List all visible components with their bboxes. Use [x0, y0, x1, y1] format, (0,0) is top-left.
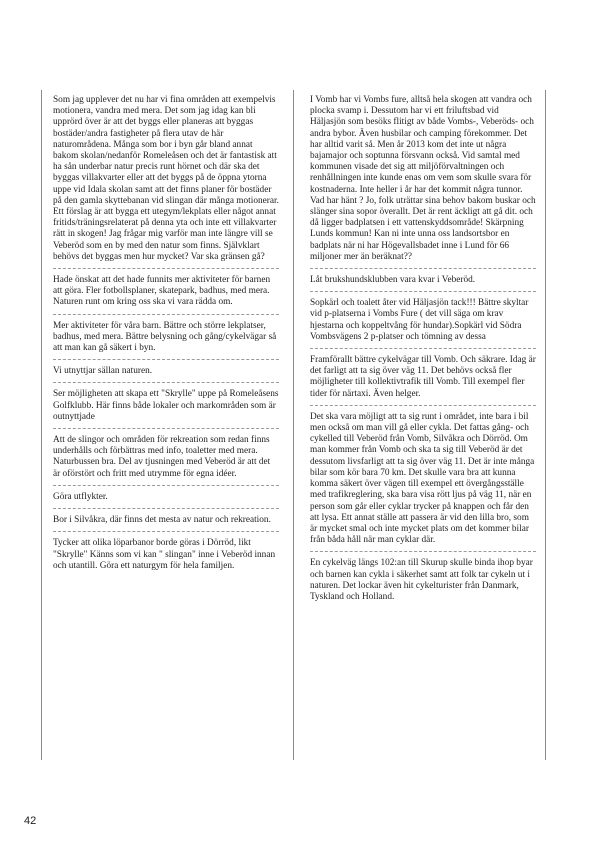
left-border-line — [41, 90, 42, 760]
left-column — [53, 95, 279, 583]
comment-entry: En cykelväg längs 102:an till Skurup skulle binda ihop byar och barnen kan cykla i säkerhet samt att folk tar cykeln ut i naturen. Det lockar även hit cykelturister från Danmark, Tyskland och Holland. — [310, 558, 533, 602]
comment-entry: Att de slingor och områden för rekreation som redan finns underhålls och förbättras med info, toaletter med mera. Naturbussen bra. Del av tjusningen med Veberöd är att det är oförstört och fritt med utrymme för egna idéer. — [53, 435, 279, 486]
right-border-line — [545, 90, 546, 760]
comment-entry: Det ska vara möjligt att ta sig runt i området, inte bara i bil men också om man vill gå eller cykla. Det fattas gång- och cykelled till Veberöd från Vomb, Silvåkra och Dörröd. Om man kommer från Vomb och ska ta sig till Veberöd är det dessutom livsfarligt att ta sig över väg 11. Det är inte många bilar som kör bara 70 km. Det skulle vara bra att kunna komma säkert över vägen till exempel ett övergångsställe med trafikreglering, ska bara visa rött ljus på väg 11, när en person som går eller cyklar trycker på knappen och får den att lysa. Ett annat ställe att passera är vid den lilla bro, som är mycket smal och inte mycket plats om det kommer bilar från båda håll när man cyklar där. — [310, 412, 536, 552]
comment-entry: I Vomb har vi Vombs fure, alltså hela skogen att vandra och plocka svamp i. Dessutom har vi ett friluftsbad vid Häljasjön som besöks flitigt av både Vombs-, Veberöds- och andra bybor. Även husbilar och camping förekommer. Det har alltid varit så. Men år 2013 kom det inte ut några bajamajor och soptunna försvann också. Vid samtal med kommunen visade det sig att miljöförvaltningen och renhållningen inte kunde enas om vem som skulle svara för kostnaderna. Inte heller i år har det kommit några tunnor. Vad har hänt ? Jo, folk uträttar sina behov bakom buskar och slänger sina sopor överallt. Det är rent äckligt att gå dit. och då ligger badplatsen i ett vattenskyddsområde! Skärpning Lunds kommun! Kan ni inte unna oss landsortsbor en badplats när ni har Högevallsbadet inne i Lund för 66 miljoner mer än beräknat?? — [310, 95, 536, 269]
comment-entry: Göra utflykter. — [53, 492, 279, 509]
right-column — [310, 95, 536, 614]
comment-entry: Som jag upplever det nu har vi fina områden att exempelvis motionera, vandra med mera. Det som jag idag kan bli upprörd över är att det byggs eller planeras att byggas bostäder/andra fastigheter på flera utav de här naturområdena. Många som bor i byn går bland annat bakom skolan/nedanför Romeleåsen och det är fantastisk att ha sån underbar natur precis runt hörnet och där ska det byggas villakvarter eller att det byggs på de öppna ytorna uppe vid Idala skolan samt att det finns planer för bostäder på den gamla skyttebanan vid slingan där många motionerar. Ett förslag är att bygga ett utegym/lekplats eller något annat fritids/träningsrelaterat på denna yta och inte ett villakvarter rätt in skogen! Jag frågar mig varför man inte längre vill se Veberöd som en by med den natur som finns. Självklart behövs det byggas men hur mycket? Var ska gränsen gå? — [53, 95, 279, 269]
comment-entry: Mer aktiviteter för våra barn. Bättre och större lekplatser, badhus, med mera. Bättre belysning och gång/cykelvägar så att man kan gå säkert i byn. — [53, 321, 279, 361]
middle-divider-line — [293, 90, 294, 760]
comment-entry: Sopkärl och toalett åter vid Häljasjön tack!!! Bättre skyltar vid p-platserna i Vombs Fure ( det vill säga om krav hjestarna och koppeltvång för hundar).Sopkärl vid Södra Vombsvägens 2 p-platser och tömning av dessa — [310, 298, 536, 349]
comment-entry: Framförallt bättre cykelvägar till Vomb. Och säkrare. Idag är det farligt att ta sig över väg 11. Det behövs också fler möjligheter till kollektivtrafik till Vomb. Till exempel fler tider för närtaxi. Även helger. — [310, 355, 536, 406]
comment-entry: Hade önskat att det hade funnits mer aktiviteter för barnen att göra. Fler fotbollsplaner, skatepark, badhus, med mera. Naturen runt om kring oss ska vi vara rädda om. — [53, 275, 279, 315]
comment-entry: Vi utnyttjar sällan naturen. — [53, 366, 279, 383]
comment-entry: Tycker att olika löparbanor borde göras i Dörröd, likt "Skrylle" Känns som vi kan " slingan" inne i Veberöd innan och utantill. Göra ett naturgym för hela familjen. — [53, 538, 276, 571]
comment-entry: Bor i Silvåkra, där finns det mesta av natur och rekreation. — [53, 515, 279, 532]
page-number: 42 — [24, 815, 37, 827]
comment-entry: Ser möjligheten att skapa ett "Skrylle" uppe på Romeleåsens Golfklubb. Här finns både lokaler och markområden som är outnyttjade — [53, 389, 279, 429]
comment-entry: Låt brukshundsklubben vara kvar i Veberöd. — [310, 275, 536, 292]
